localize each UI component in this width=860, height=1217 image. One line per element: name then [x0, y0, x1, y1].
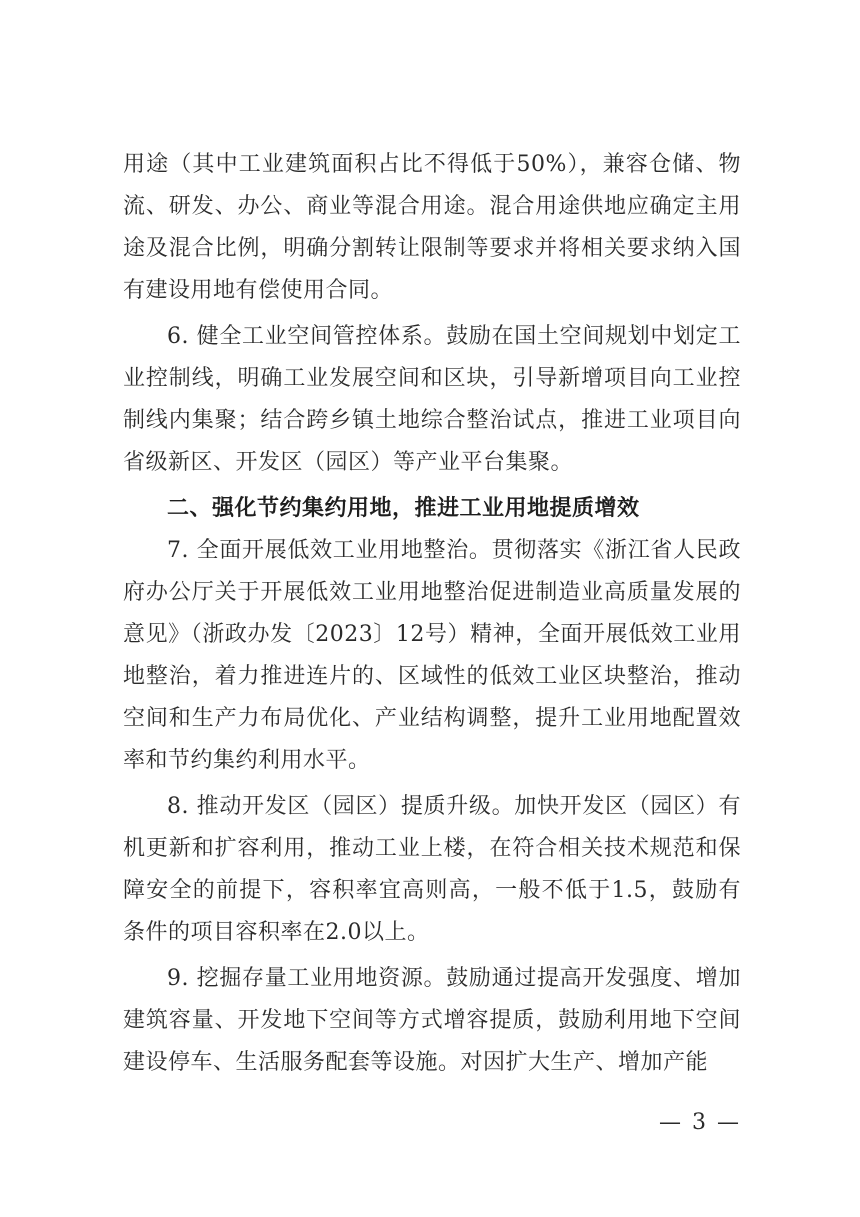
- paragraph-item-6: 6. 健全工业空间管控体系。鼓励在国土空间规划中划定工业控制线，明确工业发展空间和区块，引导新增项目向工业控制线内集聚；结合跨乡镇土地综合整治试点，推进工业项目向省级新区、开发区（园区）等产业平台集聚。: [123, 324, 741, 475]
- paragraph-item-9: 9. 挖掘存量工业用地资源。鼓励通过提高开发强度、增加建筑容量、开发地下空间等方式增容提质，鼓励利用地下空间建设停车、生活服务配套等设施。对因扩大生产、增加产能: [123, 966, 741, 1075]
- document-body: [123, 144, 741, 1084]
- section-heading: 二、强化节约集约用地，推进工业用地提质增效: [167, 496, 640, 521]
- paragraph-continuation: 用途（其中工业建筑面积占比不得低于50%），兼容仓储、物流、研发、办公、商业等混合用途。混合用途供地应确定主用途及混合比例，明确分割转让限制等要求并将相关要求纳入国有建设用地有偿使用合同。: [123, 152, 741, 303]
- page-number: — 3 —: [659, 1110, 741, 1135]
- paragraph-item-7: 7. 全面开展低效工业用地整治。贯彻落实《浙江省人民政府办公厅关于开展低效工业用地整治促进制造业高质量发展的意见》（浙政办发〔2023〕12号）精神，全面开展低效工业用地整治，着力推进连片的、区域性的低效工业区块整治，推动空间和生产力布局优化、产业结构调整，提升工业用地配置效率和节约集约利用水平。: [123, 538, 741, 773]
- paragraph-item-8: 8. 推动开发区（园区）提质升级。加快开发区（园区）有机更新和扩容利用，推动工业上楼，在符合相关技术规范和保障安全的前提下，容积率宜高则高，一般不低于1.5，鼓励有条件的项目容积率在2.0以上。: [123, 794, 741, 945]
